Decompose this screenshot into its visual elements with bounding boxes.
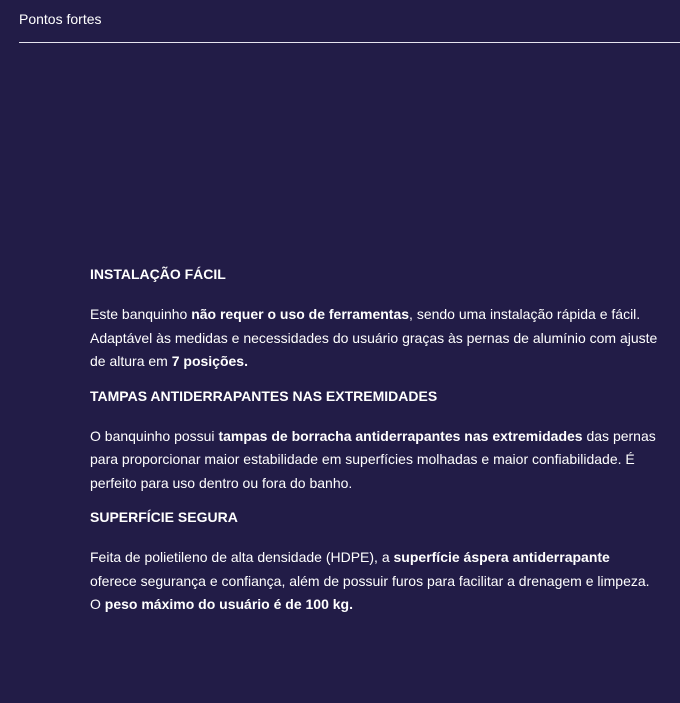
section-text	[90, 303, 660, 374]
section-text	[90, 546, 660, 617]
bold-text: superfície áspera antiderrapante	[393, 549, 610, 565]
section-installation	[90, 265, 660, 374]
section-title: TAMPAS ANTIDERRAPANTES NAS EXTREMIDADES	[90, 387, 438, 404]
bold-text: tampas de borracha antiderrapantes nas extremidades	[218, 427, 583, 444]
section-title: SUPERFÍCIE SEGURA	[90, 509, 238, 525]
text-span: O banquinho possui	[90, 427, 219, 444]
section-safe-surface	[90, 508, 660, 617]
text-span: oferece segurança e confiança, além de possuir furos para facilitar a drenagem e limpeza. O	[90, 572, 650, 612]
bold-text: peso máximo do usuário é de 100 kg.	[104, 596, 353, 612]
text-span: das pernas para proporcionar maior estabilidade em superfícies molhadas e maior confiabilidade. É perfeito para uso dentro ou fora do banho.	[90, 427, 656, 491]
section-title: INSTALAÇÃO FÁCIL	[90, 266, 226, 282]
tab-header	[19, 0, 680, 43]
text-span: Este banquinho	[90, 306, 192, 322]
bold-text: não requer o uso de ferramentas	[191, 306, 410, 322]
strengths-content	[90, 265, 660, 630]
text-span: , sendo uma instalação rápida e fácil. Adaptável às medidas e necessidades do usuário graças às pernas de alumínio com ajuste de altura em	[90, 306, 658, 369]
bold-text: 7 posições.	[171, 353, 248, 369]
text-span: Feita de polietileno de alta densidade (HDPE), a	[90, 549, 394, 565]
section-text	[90, 425, 660, 496]
section-non-slip-caps	[90, 387, 660, 496]
tab-pontos-fortes[interactable]: Pontos fortes	[19, 11, 102, 27]
